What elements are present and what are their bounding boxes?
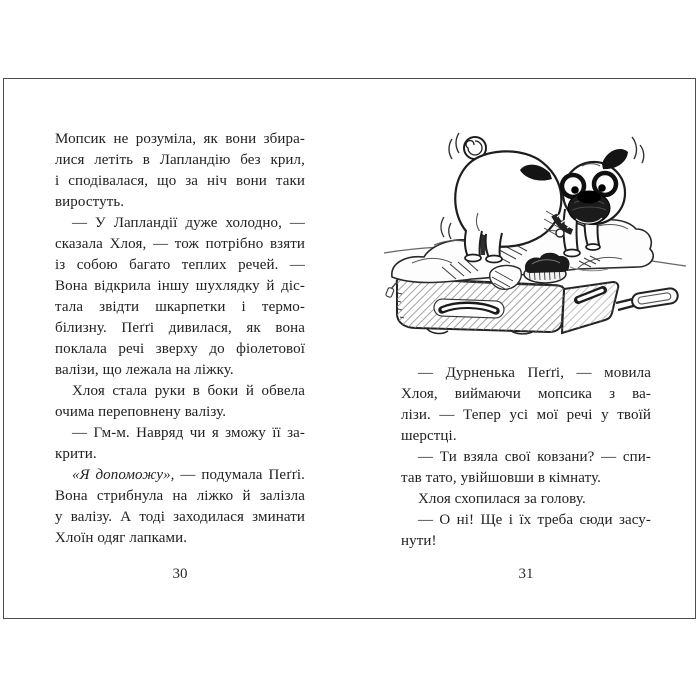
- text-line: Вона відкрила іншу шухлядку й діс-: [55, 278, 305, 294]
- book-frame: [3, 78, 696, 619]
- nose: [577, 191, 601, 204]
- text-line: валізи, що лежала на ліжку.: [55, 362, 234, 378]
- text-line: тала звідти шкарпетки і термо-: [55, 299, 305, 315]
- text-line: Мопсик не розуміла, як вони збира-: [55, 131, 305, 147]
- text-line: — Дурненька Пеґґі, — мовила: [418, 365, 651, 381]
- text-line: — О ні! Ще і їх треба сюди засу-: [418, 512, 651, 528]
- text-line: — У Лапландії дуже холодно, —: [72, 215, 305, 231]
- text-line: крити.: [55, 446, 97, 462]
- tail-motion-lines: [449, 139, 452, 159]
- text-line: сказала Хлоя, — тож потрібно взяти: [55, 236, 305, 252]
- right-page-text: [401, 363, 651, 552]
- text-line: лізи. — Тепер усі мої речі у твоїй: [401, 407, 651, 423]
- text-line: Вона стрибнула на ліжко й залізла: [55, 488, 305, 504]
- text-line: — Гм-м. Навряд чи я зможу її за-: [72, 425, 305, 441]
- suitcase-side: [562, 282, 618, 333]
- text-line: у валізу. А тоді заходилася зминати: [55, 509, 305, 525]
- text-line: — Ти взяла свої ковзани? — спи-: [418, 449, 651, 465]
- text-line: очима переповнену валізу.: [55, 404, 227, 420]
- right-ear: [602, 149, 628, 169]
- text-line: тав тато, увійшовши в кімнату.: [401, 470, 602, 486]
- text-line: виростуть.: [55, 194, 125, 210]
- suitcase-front: [397, 278, 564, 334]
- right-eye: [594, 173, 616, 195]
- rear-leg: [486, 233, 502, 258]
- text-line: із собою багато теплих речей. —: [55, 257, 305, 273]
- text-line: Хлоя схопилася за голову.: [418, 491, 586, 507]
- text-line: і сподівалася, що за ніч вони таки: [55, 173, 305, 189]
- left-page-text: [55, 129, 305, 549]
- left-page-number: 30: [172, 566, 188, 582]
- collar-tag: [556, 229, 564, 237]
- text-line: Хлоя стала руки в боки й обвела: [72, 383, 305, 399]
- text-line: нути!: [401, 533, 437, 549]
- trolley-handle: [616, 287, 679, 310]
- italic-text: «Я допоможу»,: [72, 467, 181, 483]
- text-line: [55, 465, 305, 486]
- pug-on-suitcase-illustration: [382, 117, 692, 353]
- regular-text: — подумала Пеґґі.: [180, 467, 305, 483]
- ear-motion-lines: [632, 137, 636, 159]
- text-line: Хлоїн одяг лапками.: [55, 530, 188, 546]
- text-line: Хлоя, виймаючи мопсика з ва-: [401, 386, 651, 402]
- text-line: поклала речі зверху до фіолетової: [55, 341, 305, 357]
- right-page-number: 31: [518, 566, 534, 582]
- text-line: шерстці.: [401, 428, 457, 444]
- text-line: лися летіть в Лапландію без крил,: [55, 152, 305, 168]
- leg-motion-lines: [441, 217, 444, 237]
- text-line: білизну. Пеґґі дивилася, як вона: [55, 320, 305, 336]
